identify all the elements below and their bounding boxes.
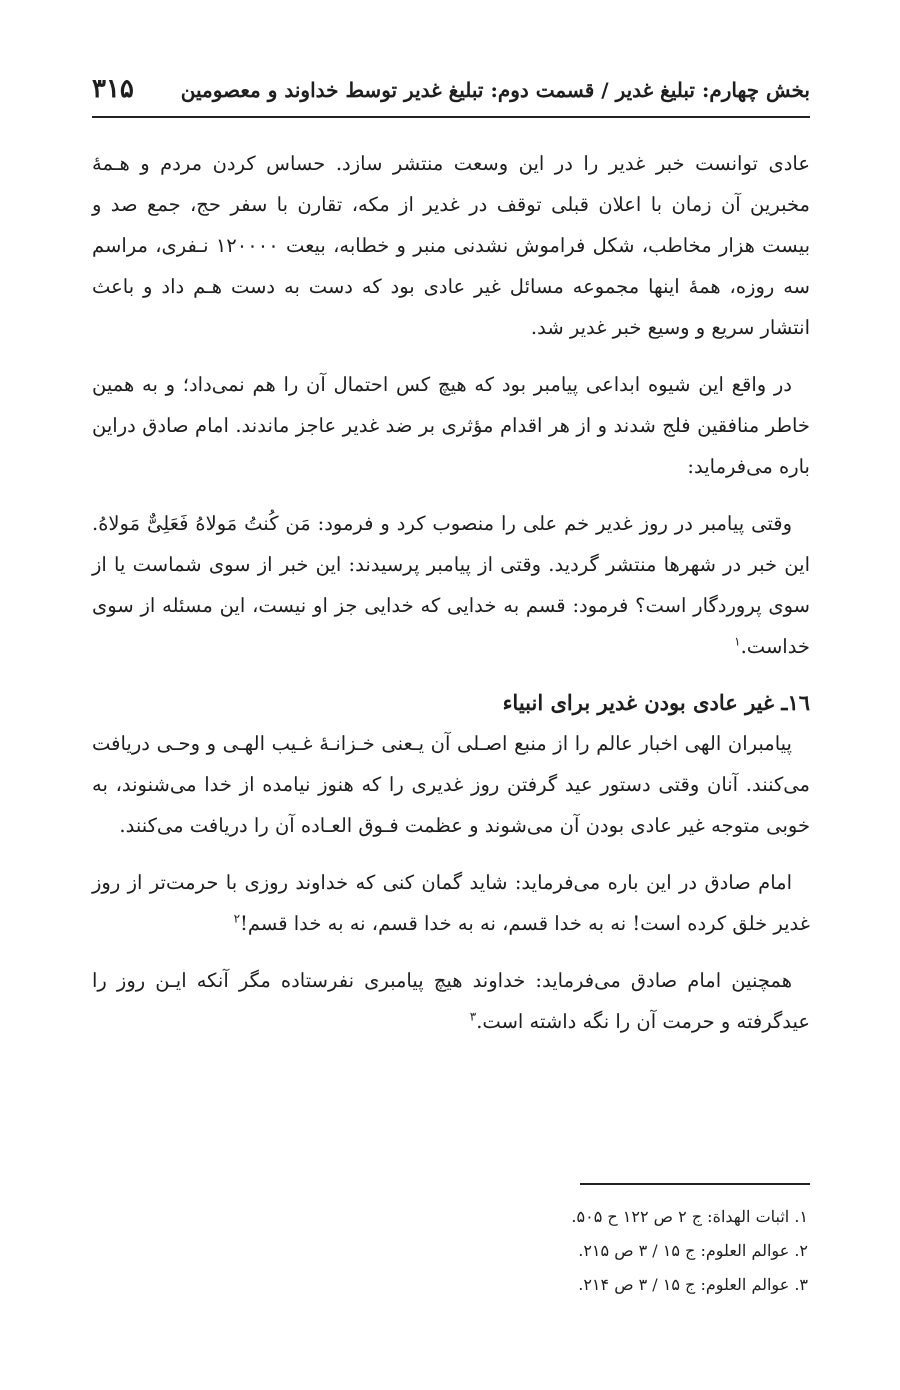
footnote-ref-2[interactable]: ۲ [233, 911, 241, 926]
footnote-ref-3[interactable]: ۳ [469, 1009, 477, 1024]
paragraph-3 [92, 503, 810, 667]
running-header [92, 70, 810, 118]
paragraph-2-text: در واقع این شیوه ابداعی پیامبر بود که هیچ کس احتمال آن را هم نمی‌داد؛ و به همین خاطر منافقین فلج شدند و از هر اقدام مؤثری بر ضد غدیر عاجز ماندند. امام صادق دراین باره می‌فرماید: [92, 373, 810, 478]
paragraph-4 [92, 723, 810, 846]
footnotes [300, 1200, 808, 1302]
paragraph-6-text: همچنین امام صادق می‌فرماید: خداوند هیچ پیامبری نفرستاده مگر آنکه ایـن روز را عیدگرفته و حرمت آن را نگه داشته است. [92, 969, 810, 1033]
paragraph-2 [92, 364, 810, 487]
section-heading: ۱٦ـ غیر عادی بودن غدیر برای انبیاء [502, 690, 810, 715]
paragraph-1 [92, 143, 810, 348]
paragraph-1-text: عادی توانست خبر غدیر را در این وسعت منتشر سازد. حساس کردن مردم و هـمهٔ مخبرین آن زمان با اعلان قبلی توقف در غدیر از مکه، تقارن با سفر حج، جمع صد و بیست هزار مخاطب، شکل فراموش نشدنی منبر و خطابه، بیعت ۱۲۰۰۰۰ نـفری، مراسم سه روزه، همهٔ اینها مجموعه مسائل غیر عادی بود که دست به دست هـم داد و باعث انتشار سریع و وسیع خبر غدیر شد. [92, 152, 811, 339]
footnote-3: ۳. عوالم العلوم: ج ۱۵ / ۳ ص ۲۱۴. [578, 1275, 808, 1294]
header-title: بخش چهارم: تبلیغ غدیر / قسمت دوم: تبلیغ غدیر توسط خداوند و معصومین [180, 78, 810, 102]
footnote-1: ۱. اثبات الهداة: ج ۲ ص ۱۲۲ ح ۵۰۵. [571, 1207, 808, 1226]
footnote-ref-1[interactable]: ۱ [734, 634, 741, 649]
footnote-divider [580, 1183, 810, 1185]
page-number: ۳۱۵ [92, 74, 134, 104]
footnote-2: ۲. عوالم العلوم: ج ۱۵ / ۳ ص ۲۱۵. [578, 1241, 808, 1260]
paragraph-5 [92, 862, 810, 944]
paragraph-4-text: پیامبران الهی اخبار عالم را از منبع اصـلی آن یـعنی خـزانـهٔ غـیب الهـی و وحـی دریافت می‌کنند. آنان وقتی دستور عید گرفتن روز غدیری را که هنوز نیامده از خدا می‌شنوند، به خوبی متوجه غیر عادی بودن آن می‌شوند و عظمت فـوق العـاده آن را دریافت می‌کنند. [92, 732, 810, 837]
paragraph-3-text: وقتی پیامبر در روز غدیر خم علی را منصوب کرد و فرمود: مَن کُنتُ مَولاهُ فَعَلِیٌّ مَولاهُ. این خبر در شهرها منتشر گردید. وقتی از پیامبر پرسیدند: این خبر از سوی شماست یا از سوی پروردگار است؟ فرمود: قسم به خدایی که خدایی جز او نیست، این مسئله از سوی خداست. [92, 512, 810, 658]
page-body [92, 143, 810, 1058]
paragraph-6 [92, 960, 810, 1042]
paragraph-5-text: امام صادق در این باره می‌فرماید: شاید گمان کنی که خداوند روزی با حرمت‌تر از روز غدیر خلق کرده است! نه به خدا قسم، نه به خدا قسم، نه به خدا قسم! [92, 871, 810, 935]
